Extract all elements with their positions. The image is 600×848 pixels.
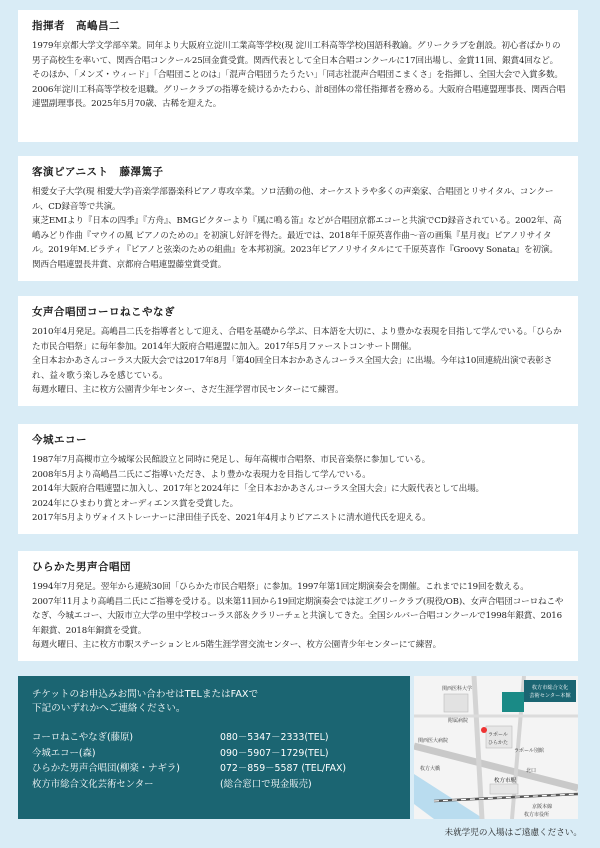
- section-paragraph: 2007年11月より高嶋昌二氏にご指導を受ける。以来第11回から19回定期演奏会では淀工グリークラブ(現役/OB)、女声合唱団コーロねこやなぎ、今城エコー、大阪市立大学の里中学校コーラス部＆クラリーチェと共演してきた。全国シルバー合唱コンクールで1998年銀賞、2016年銀賞、2018年銅賞を受賞。: [32, 596, 564, 636]
- section-imashiro-echo: [18, 424, 578, 534]
- map-label-hospital: 附属病院: [448, 718, 469, 724]
- contact-row: [32, 746, 346, 762]
- building-univ: [444, 694, 468, 712]
- contact-phone[interactable]: 080－5347－2333(TEL): [220, 732, 329, 743]
- contact-phone[interactable]: 090－5907－1729(TEL): [220, 747, 329, 759]
- contact-name: ひらかた男声合唱団(柳楽・ナギラ): [32, 763, 180, 774]
- contact-intro-line: 下記のいずれかへご連絡ください。: [32, 703, 186, 714]
- section-pianist: [18, 156, 578, 281]
- section-paragraph: 2024年にひまわり賞とオーディエンス賞を受賞した。: [32, 498, 239, 509]
- section-coro-nekoyanagi: [18, 296, 578, 406]
- contact-row: [32, 761, 346, 777]
- section-title: 指揮者 高嶋昌二: [32, 20, 120, 32]
- section-paragraph: 毎週水曜日、主に枚方公園青少年センター、さだ生涯学習市民センターにて練習。: [32, 385, 344, 396]
- map-label-med-center: 関西医大病院: [418, 738, 449, 744]
- section-paragraph: 毎週火曜日、主に枚方市駅ステーションヒル5階生涯学習交流センター、枚方公園青少年センターにて練習。: [32, 640, 442, 651]
- access-map: [414, 676, 578, 819]
- section-paragraph: 全日本おかあさんコーラス大阪大会では2017年8月「第40回全日本おかあさんコーラス全国大会」に出場。今年は10回連続出演で表彰され、益々歌う楽しみを感じている。: [32, 356, 553, 381]
- access-map-graphic: [414, 676, 578, 819]
- map-label-keihan: 京阪本線: [532, 804, 553, 810]
- section-title: 今城エコー: [32, 434, 87, 446]
- contact-intro-line: チケットのお申込みお問い合わせはTELまたはFAXで: [32, 689, 259, 700]
- map-label-station: 枚方市駅: [494, 778, 517, 784]
- contact-list: [32, 730, 346, 792]
- section-title: 客演ピアニスト 藤澤篤子: [32, 166, 164, 178]
- map-label-hirakata: ひらかた: [488, 740, 509, 746]
- section-paragraph: 相愛女子大学(現 相愛大学)音楽学部器楽科ピアノ専攻卒業。ソロ活動の他、オーケストラや多くの声楽家、合唱団とリサイタル、コンクール、CD録音等で共演。: [32, 187, 554, 212]
- contact-name: コーロねこやなぎ(藤原): [32, 732, 134, 743]
- section-paragraph: 1979年京都大学文学部卒業。同年より大阪府立淀川工業高等学校(現 淀川工科高等学校)国語科教諭。グリークラブを創設。初心者ばかりの男子高校生を率いて、関西合唱コンクール25回金賞受賞。関西代表として全日本合唱コンクールに17回出場し、金賞11回、銀賞4回など。そのほか、「メンズ・ウィード」「合唱団ことのは」「混声合唱団うたうたい」「同志社混声合唱団こまくさ」を指揮し、全国大会で入賞多数。: [32, 41, 563, 81]
- section-conductor: [18, 10, 578, 142]
- map-label-univ: 関西医科大学: [442, 686, 473, 692]
- section-paragraph: 2008年5月より高嶋昌二氏にご指導いただき、より豊かな表現力を目指して学んでいる。: [32, 469, 371, 480]
- contact-phone[interactable]: 072－859－5587 (TEL/FAX): [220, 763, 347, 774]
- footer-note: 未就学児の入場はご遠慮ください。: [444, 828, 582, 838]
- section-paragraph: 1987年7月高槻市立今城塚公民館設立と同時に発足し、毎年高槻市合唱祭、市民音楽祭に参加している。: [32, 455, 431, 465]
- map-label-venue1: 枚方市総合文化: [531, 685, 569, 691]
- section-paragraph: 2006年淀川工科高等学校を退職。グリークラブの指導を続けるかたわら、計8団体の常任指揮者を務める。大阪府合唱連盟理事長、関西合唱連盟副理事長。2025年5月70歳、古稀を迎えた。: [32, 84, 566, 110]
- section-paragraph: 2010年4月発足。高嶋昌二氏を指導者として迎え、合唱を基礎から学ぶ、日本語を大切に、より豊かな表現を目指して学んでいる。「ひらかた市民合唱祭」に毎年参加。2014年大阪府合唱連盟に加入。2017年5月ファーストコンサート開催。: [32, 327, 562, 352]
- contact-intro: [32, 688, 396, 716]
- section-paragraph: 2014年大阪府合唱連盟に加入し、2017年と2024年に「全日本おかあさんコーラス全国大会」に大阪代表として出場。: [32, 484, 484, 495]
- section-paragraph: 1994年7月発足。翌年から連続30回「ひらかた市民合唱祭」に参加。1997年第1回定期演奏会を開催。これまでに19回を数える。: [32, 582, 529, 592]
- contact-row: [32, 777, 346, 793]
- section-paragraph: 2017年5月よりヴォイストレーナーに津田佳子氏を、2021年4月よりピアニストに清水道代氏を迎える。: [32, 513, 431, 524]
- map-label-venue2: 芸術センター本館: [529, 693, 571, 699]
- contact-name: 枚方市総合文化芸術センター: [32, 778, 154, 790]
- section-paragraph: 東芝EMIより『日本の四季』『方舟』、BMGビクターより『風に鳴る笛』などが合唱団京都エコーと共演でCD録音されている。2002年、高嶋みどり作曲『マウイの風 ピアノのための』を初演し好評を得た。最近では、2018年千原英喜作曲～音の画集『星月夜』ピアノリサイタル。2019年M.ピラティ『ピアノと弦楽のための組曲』を本邦初演。2023年ピアノリサイタルにて千原英喜作『Groovy Sonata』を初演。関西合唱連盟長井賞、京都府合唱連盟藤堂賞受賞。: [32, 216, 562, 270]
- pin-icon: [481, 727, 487, 733]
- ticket-contact-panel: [18, 676, 410, 819]
- station-building: [490, 784, 518, 794]
- map-label-banner: 枚方市役所: [524, 812, 550, 818]
- map-label-laport: ラポール: [488, 732, 508, 738]
- map-label-bridge: 枚方大橋: [420, 766, 441, 772]
- map-label-laport-annex: ラポール別館: [514, 748, 544, 754]
- contact-name: 今城エコー(森): [32, 747, 96, 759]
- section-title: 女声合唱団コーロねこやなぎ: [32, 306, 175, 318]
- section-hirakata-male-choir: [18, 551, 578, 661]
- venue-building: [502, 692, 524, 712]
- contact-row: [32, 730, 346, 746]
- river-shape: [414, 774, 484, 819]
- contact-sales-note: (総合窓口で現金販売): [220, 778, 312, 790]
- map-label-kitao: 北口: [526, 768, 537, 774]
- section-title: ひらかた男声合唱団: [32, 561, 131, 573]
